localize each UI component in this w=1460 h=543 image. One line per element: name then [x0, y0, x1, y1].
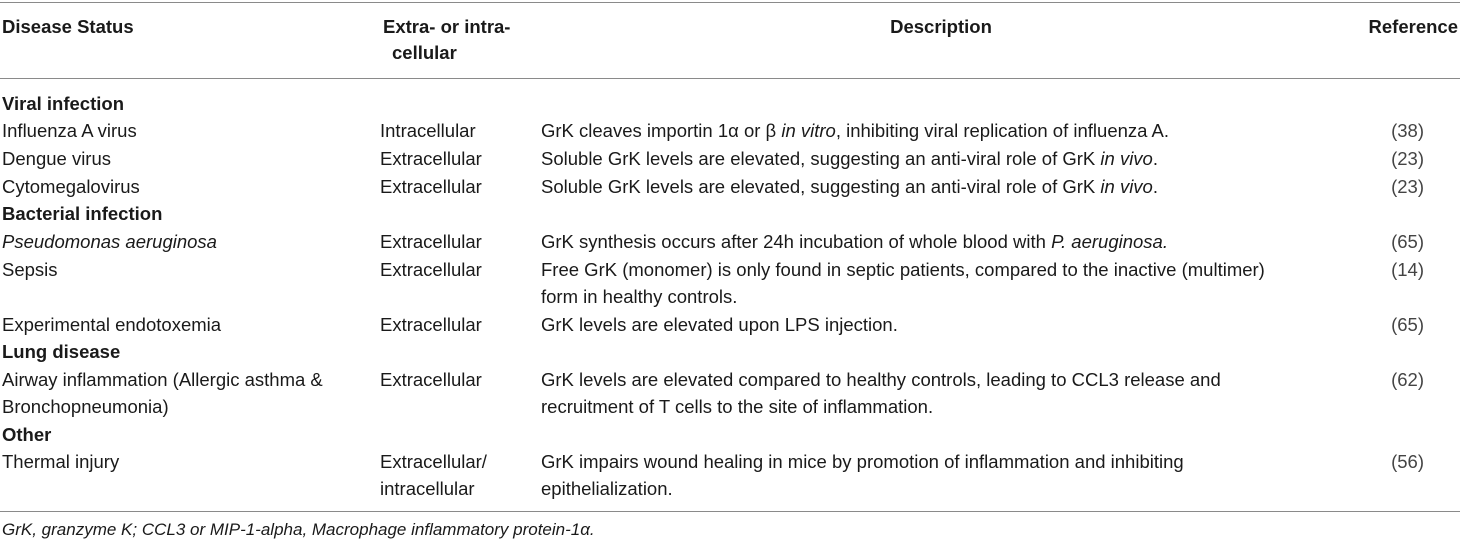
row-endotoxemia-reference: (65) [1391, 314, 1424, 335]
row-sepsis-description-line2: form in healthy controls. [541, 286, 738, 307]
row-pseudomonas-disease: Pseudomonas aeruginosa [2, 231, 217, 252]
section-other: Other [2, 424, 52, 445]
row-endotoxemia-description: GrK levels are elevated upon LPS injection. [541, 314, 898, 335]
section-lung-disease: Lung disease [2, 341, 121, 362]
row-airway-disease-line1: Airway inflammation (Allergic asthma & [2, 369, 323, 390]
row-thermal-location-line2: intracellular [380, 478, 475, 499]
row-dengue-location: Extracellular [380, 148, 482, 169]
header-disease-status: Disease Status [2, 16, 134, 37]
row-airway-reference: (62) [1391, 369, 1424, 390]
section-viral-infection: Viral infection [2, 93, 124, 114]
row-sepsis-reference: (14) [1391, 259, 1424, 280]
section-bacterial-infection: Bacterial infection [2, 203, 163, 224]
row-cytomegalovirus-reference: (23) [1391, 176, 1424, 197]
row-thermal-location-line1: Extracellular/ [380, 451, 487, 472]
row-pseudomonas-reference: (65) [1391, 231, 1424, 252]
header-description: Description [890, 16, 992, 37]
row-cytomegalovirus-disease: Cytomegalovirus [2, 176, 140, 197]
row-influenza-reference: (38) [1391, 120, 1424, 141]
header-location-line2: cellular [392, 42, 457, 63]
row-endotoxemia-location: Extracellular [380, 314, 482, 335]
row-sepsis-location: Extracellular [380, 259, 482, 280]
header-location-line1: Extra- or intra- [383, 16, 511, 37]
row-pseudomonas-location: Extracellular [380, 231, 482, 252]
row-sepsis-disease: Sepsis [2, 259, 58, 280]
table-bottom-rule [0, 511, 1460, 512]
row-thermal-disease: Thermal injury [2, 451, 120, 472]
row-cytomegalovirus-location: Extracellular [380, 176, 482, 197]
row-influenza-description: GrK cleaves importin 1α or β in vitro, inhibiting viral replication of influenza A. [541, 120, 1170, 141]
row-thermal-reference: (56) [1391, 451, 1424, 472]
header-reference: Reference [1368, 16, 1458, 37]
row-airway-location: Extracellular [380, 369, 482, 390]
row-dengue-reference: (23) [1391, 148, 1424, 169]
row-thermal-description-line1: GrK impairs wound healing in mice by promotion of inflammation and inhibiting [541, 451, 1184, 472]
row-influenza-disease: Influenza A virus [2, 120, 137, 141]
row-airway-description-line2: recruitment of T cells to the site of inflammation. [541, 396, 934, 417]
row-sepsis-description-line1: Free GrK (monomer) is only found in septic patients, compared to the inactive (multimer) [541, 259, 1265, 280]
row-airway-disease-line2: Bronchopneumonia) [2, 396, 169, 417]
table-header-rule [0, 78, 1460, 79]
table-footnote: GrK, granzyme K; CCL3 or MIP-1-alpha, Macrophage inflammatory protein-1α. [2, 520, 595, 539]
row-dengue-description: Soluble GrK levels are elevated, suggesting an anti-viral role of GrK in vivo. [541, 148, 1158, 169]
row-pseudomonas-description: GrK synthesis occurs after 24h incubation of whole blood with P. aeruginosa. [541, 231, 1168, 252]
row-endotoxemia-disease: Experimental endotoxemia [2, 314, 222, 335]
row-cytomegalovirus-description: Soluble GrK levels are elevated, suggesting an anti-viral role of GrK in vivo. [541, 176, 1158, 197]
row-airway-description-line1: GrK levels are elevated compared to healthy controls, leading to CCL3 release and [541, 369, 1221, 390]
row-thermal-description-line2: epithelialization. [541, 478, 673, 499]
table-top-rule [0, 2, 1460, 3]
row-influenza-location: Intracellular [380, 120, 476, 141]
row-dengue-disease: Dengue virus [2, 148, 112, 169]
